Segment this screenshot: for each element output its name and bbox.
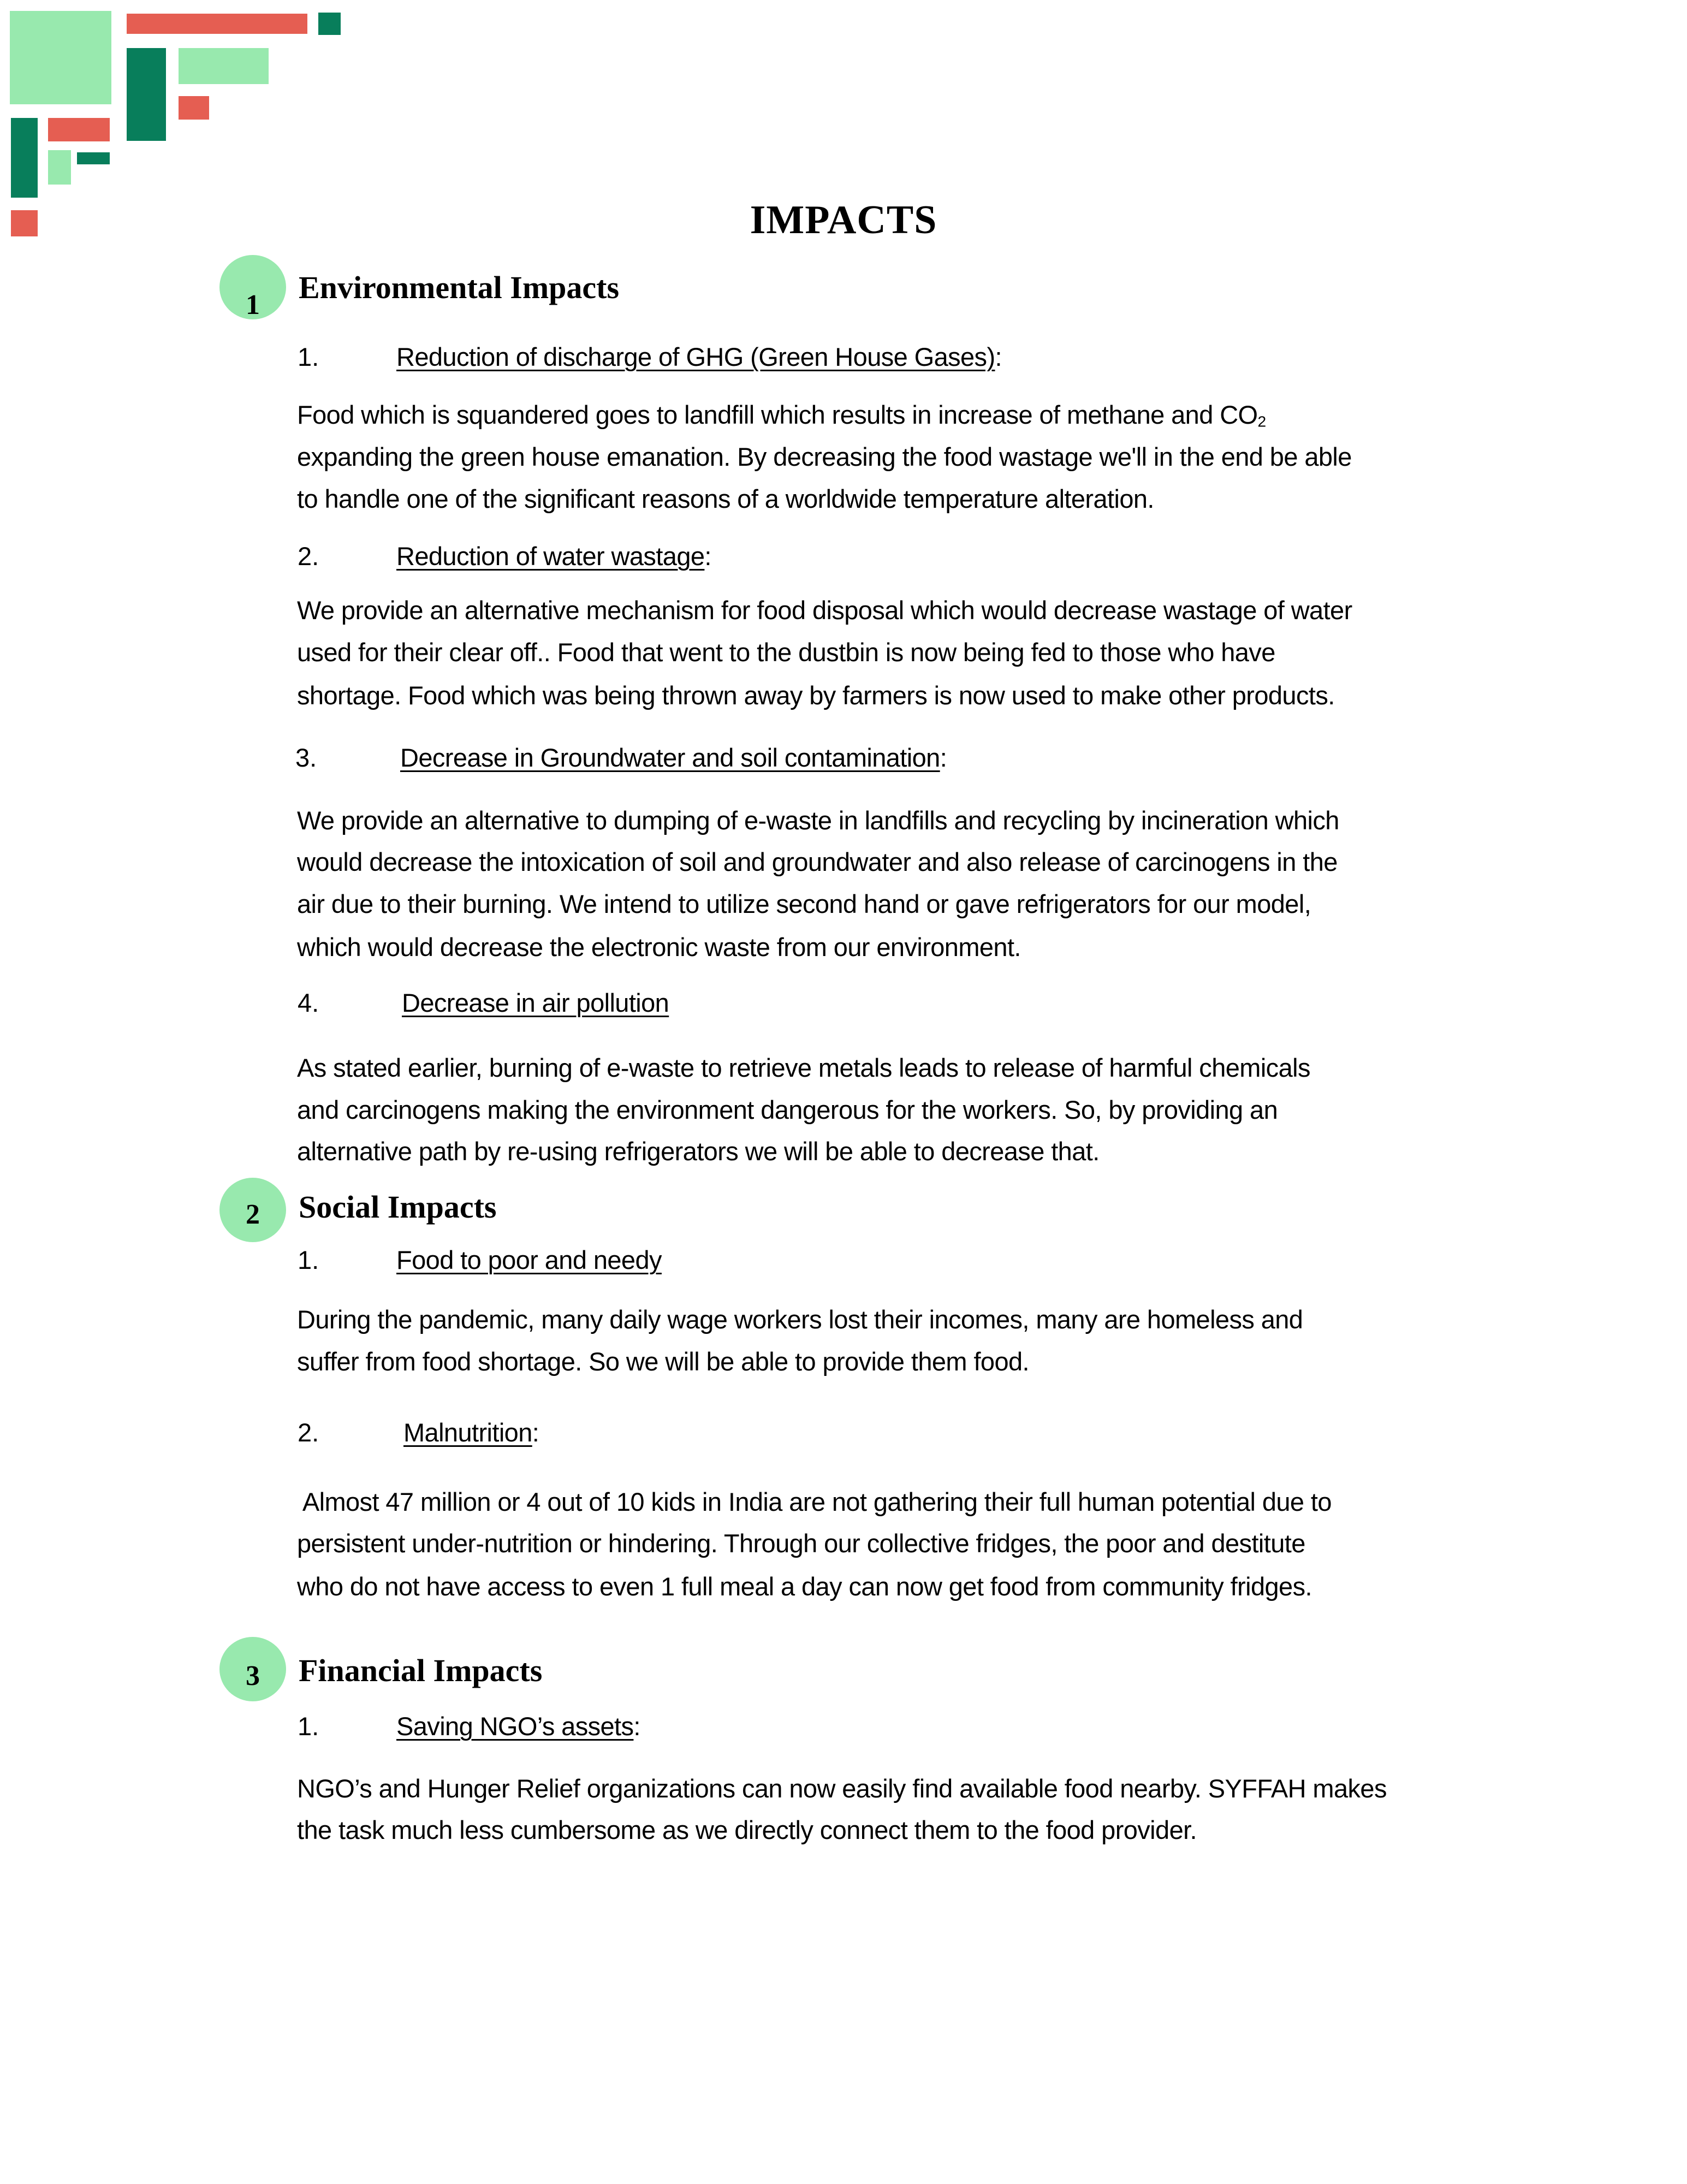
item-label (402, 990, 669, 1016)
paragraph-line: Almost 47 million or 4 out of 10 kids in India are not gathering their full human potential due to (297, 1487, 1332, 1516)
section-heading: Financial Impacts (299, 1653, 543, 1688)
paragraph-line: alternative path by re-using refrigerators we will be able to decrease that. (297, 1137, 1100, 1166)
item-label-text: Reduction of water wastage (396, 542, 705, 571)
item-number: 3. (295, 743, 317, 772)
item-label-suffix: : (633, 1712, 640, 1741)
section-number-badge (219, 255, 286, 319)
item-label (396, 344, 1002, 370)
paragraph-line: NGO’s and Hunger Relief organizations can now easily find available food nearby. SYFFAH makes (297, 1774, 1387, 1803)
paragraph-line: expanding the green house emanation. By decreasing the food wastage we'll in the end be able (297, 442, 1352, 471)
section-number: 3 (246, 1660, 260, 1692)
paragraph-line: persistent under-nutrition or hindering. Through our collective fridges, the poor and destitute (297, 1529, 1305, 1558)
item-number: 4. (298, 988, 319, 1017)
deco-block (318, 13, 341, 35)
paragraph-line: and carcinogens making the environment dangerous for the workers. So, by providing an (297, 1095, 1278, 1124)
paragraph-line: who do not have access to even 1 full meal a day can now get food from community fridges. (297, 1572, 1312, 1601)
paragraph-line: which would decrease the electronic waste from our environment. (297, 933, 1021, 962)
paragraph-line: suffer from food shortage. So we will be able to provide them food. (297, 1347, 1029, 1376)
section-heading: Environmental Impacts (299, 270, 620, 305)
deco-block (127, 14, 307, 34)
paragraph-line (297, 402, 1266, 428)
deco-block (179, 48, 269, 84)
subscript: 2 (1257, 412, 1266, 430)
item-number: 1. (298, 1245, 319, 1274)
item-label (403, 1420, 539, 1445)
paragraph-line-text: Food which is squandered goes to landfill which results in increase of methane and CO (297, 400, 1258, 429)
item-label-text: Saving NGO’s assets (396, 1712, 634, 1741)
item-number: 2. (298, 542, 319, 571)
paragraph-line: We provide an alternative to dumping of e-waste in landfills and recycling by incineration which (297, 806, 1339, 835)
item-label (396, 543, 711, 569)
paragraph-line: to handle one of the significant reasons of a worldwide temperature alteration. (297, 484, 1154, 513)
item-label (396, 1713, 640, 1739)
item-label-text: Food to poor and needy (396, 1245, 662, 1274)
paragraph-line: We provide an alternative mechanism for food disposal which would decrease wastage of water (297, 596, 1352, 625)
paragraph-line: the task much less cumbersome as we directly connect them to the food provider. (297, 1815, 1197, 1844)
item-label (400, 745, 947, 770)
section-heading: Social Impacts (299, 1189, 497, 1225)
item-number: 1. (298, 1712, 319, 1741)
deco-block (179, 96, 209, 120)
item-label-suffix: : (995, 342, 1002, 371)
item-label-text: Malnutrition (403, 1418, 532, 1447)
deco-block (11, 118, 38, 198)
paragraph-line: shortage. Food which was being thrown away by farmers is now used to make other products. (297, 681, 1335, 710)
item-label-suffix: : (704, 542, 711, 571)
item-number: 1. (298, 342, 319, 371)
page-title: IMPACTS (750, 198, 937, 242)
section-number-badge (219, 1637, 286, 1701)
item-number: 2. (298, 1418, 319, 1447)
item-label-suffix: : (532, 1418, 539, 1447)
item-label-text: Decrease in Groundwater and soil contamination (400, 743, 940, 772)
deco-block (48, 118, 110, 141)
item-label (396, 1247, 662, 1273)
paragraph-line: As stated earlier, burning of e-waste to retrieve metals leads to release of harmful chemicals (297, 1053, 1310, 1082)
paragraph-line: air due to their burning. We intend to utilize second hand or gave refrigerators for our model, (297, 889, 1311, 918)
paragraph-line: would decrease the intoxication of soil and groundwater and also release of carcinogens in the (297, 847, 1338, 876)
deco-block (77, 152, 110, 164)
paragraph-line: used for their clear off.. Food that went to the dustbin is now being fed to those who have (297, 638, 1275, 667)
paragraph-line: During the pandemic, many daily wage workers lost their incomes, many are homeless and (297, 1305, 1303, 1334)
item-label-suffix: : (940, 743, 947, 772)
section-number: 1 (246, 289, 260, 321)
deco-block (48, 150, 71, 185)
section-number: 2 (246, 1199, 260, 1230)
section-number-badge (219, 1178, 286, 1242)
deco-block (127, 48, 166, 141)
item-label-text: Decrease in air pollution (402, 988, 669, 1017)
item-label-text: Reduction of discharge of GHG (Green House Gases) (396, 342, 995, 371)
deco-block (10, 11, 111, 104)
